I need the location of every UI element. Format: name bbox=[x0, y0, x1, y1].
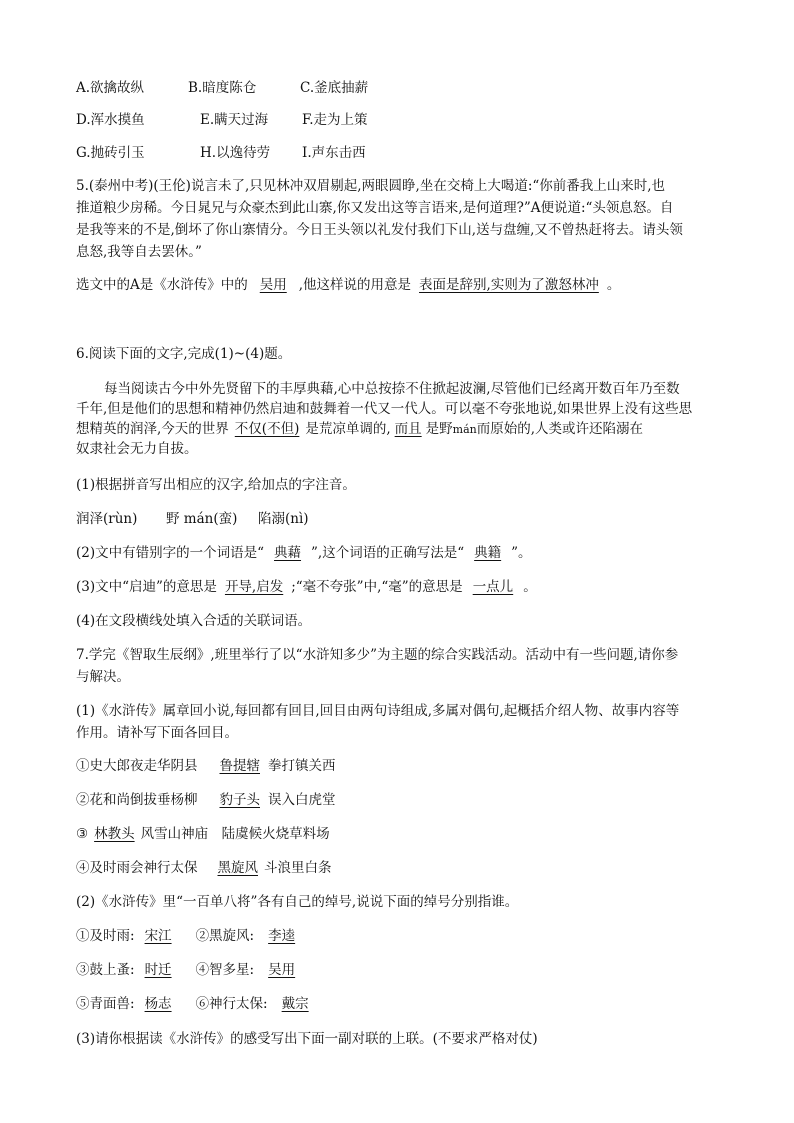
q6-sub-3-text: (3)文中“启迪”的意思是 bbox=[76, 579, 217, 595]
q6-sub-3-text-2: ;“毫不夸张”中,“毫”的意思是 bbox=[291, 579, 463, 595]
q5-line-1: 5.(泰州中考)(王伦)说言未了,只见林冲双眉剔起,两眼圆睁,坐在交椅上大喝道:“你前番我上山来时,也 bbox=[76, 178, 666, 194]
q7-blank-nick-3: 时迁 bbox=[144, 962, 172, 978]
q6-sub-1-answers bbox=[76, 509, 309, 529]
q5-answer-end: 。 bbox=[606, 277, 621, 293]
q7-title-line-1: 7.学完《智取生辰纲》,班里举行了以“水浒知多少”为主题的综合实践活动。活动中有一些问题,请你参 bbox=[76, 647, 679, 663]
q6-passage-text-2: 是荒凉单调的, bbox=[305, 421, 391, 437]
q6-sub-2-text-2: ”,这个词语的正确写法是“ bbox=[311, 545, 465, 561]
q7-nick-6: ⑥神行太保: bbox=[195, 996, 268, 1012]
q7-hui-1-end: 拳打镇关西 bbox=[268, 758, 336, 774]
q6-title: 6.阅读下面的文字,完成(1)~(4)题。 bbox=[76, 346, 292, 362]
q6-ans-ni: 陷溺(nì) bbox=[258, 511, 309, 527]
q5-line-4: 息怒,我等自去罢休。” bbox=[76, 244, 202, 260]
options-row-1 bbox=[76, 78, 368, 98]
option-d: D.浑水摸鱼 bbox=[76, 112, 145, 128]
q6-passage-text: 想精英的润泽,今天的世界 bbox=[76, 421, 229, 437]
q6-blank-qidi: 开导,启发 bbox=[224, 579, 284, 595]
q6-passage-text-4: 而原始的,人类或许还陷溺在 bbox=[476, 421, 644, 437]
q7-blank-hui-4: 黑旋风 bbox=[217, 860, 258, 876]
options-row-3 bbox=[76, 143, 366, 163]
q6-passage-line-4: 奴隶社会无力自拔。 bbox=[76, 441, 198, 457]
q7-hui-1 bbox=[76, 756, 336, 776]
q5-blank-name: 吴用 bbox=[259, 277, 287, 293]
q6-passage-line-2: 千年,但是他们的思想和精神仍然启迪和鼓舞着一代又一代人。可以毫不夸张地说,如果世界上没有这些思 bbox=[76, 401, 693, 417]
q5-blank-intent: 表面是辞别,实则为了激怒林冲 bbox=[419, 277, 599, 293]
q7-blank-nick-6: 戴宗 bbox=[281, 996, 309, 1012]
q6-sub-3-end: 。 bbox=[523, 579, 537, 595]
q7-sub-1-line-2: 作用。请补写下面各回目。 bbox=[76, 725, 238, 741]
q6-passage-line-1: 每当阅读古今中外先贤留下的丰厚典藉,心中总按捺不住掀起波澜,尽管他们已经离开数百年乃至数 bbox=[104, 381, 680, 397]
q7-nick-3: ③鼓上蚤: bbox=[76, 962, 135, 978]
q6-passage-line-3 bbox=[76, 419, 643, 440]
q7-blank-hui-3: 林教头 bbox=[94, 826, 135, 842]
q7-nick-row-2 bbox=[76, 960, 309, 980]
q6-pinyin-man: mán bbox=[452, 423, 477, 436]
q6-sub-2-text: (2)文中有错别字的一个词语是“ bbox=[76, 545, 265, 561]
q6-ans-runze: 润泽(rùn) bbox=[76, 511, 138, 527]
q5-answer-text: 选文中的A是《水浒传》中的 bbox=[76, 277, 248, 293]
q7-blank-nick-5: 杨志 bbox=[144, 996, 172, 1012]
option-f: F.走为上策 bbox=[302, 112, 368, 128]
q7-hui-4-end: 斗浪里白条 bbox=[264, 860, 332, 876]
option-i: I.声东击西 bbox=[302, 145, 366, 161]
option-b: B.暗度陈仓 bbox=[188, 80, 257, 96]
q6-sub-3 bbox=[76, 577, 537, 597]
option-a: A.欲擒故纵 bbox=[76, 80, 145, 96]
q5-line-2: 推道粮少房稀。今日晁兄与众豪杰到此山寨,你又发出这等言语来,是何道理?”A便说道:“头领息怒。自 bbox=[76, 200, 674, 216]
q7-hui-4 bbox=[76, 858, 332, 878]
q6-blank-2: 而且 bbox=[394, 421, 422, 437]
q7-nick-2: ②黑旋风: bbox=[195, 928, 255, 944]
q7-sub-2: (2)《水浒传》里“一百单八将”各有自己的绰号,说说下面的绰号分别指谁。 bbox=[76, 894, 519, 910]
option-c: C.釜底抽薪 bbox=[300, 80, 369, 96]
q7-blank-nick-2: 李逵 bbox=[268, 928, 296, 944]
q6-blank-1: 不仅(不但) bbox=[234, 421, 300, 437]
q7-blank-nick-1: 宋江 bbox=[144, 928, 172, 944]
q7-blank-hui-2: 豹子头 bbox=[219, 792, 260, 808]
q7-hui-4-text: ④及时雨会神行太保 bbox=[76, 860, 198, 876]
q7-sub-1-line-1: (1)《水浒传》属章回小说,每回都有回目,回目由两句诗组成,多属对偶句,起概括介绍人物、故事内容等 bbox=[76, 703, 680, 719]
q7-hui-2-end: 误入白虎堂 bbox=[268, 792, 336, 808]
q6-sub-2-end: ”。 bbox=[511, 545, 532, 561]
q7-nick-5: ⑤青面兽: bbox=[76, 996, 135, 1012]
q6-ans-man: 野 mán(蛮) bbox=[166, 511, 238, 527]
q6-blank-correct: 典籍 bbox=[474, 545, 502, 561]
q7-hui-1-text: ①史大郎夜走华阴县 bbox=[76, 758, 198, 774]
q5-answer bbox=[76, 275, 620, 295]
option-h: H.以逸待劳 bbox=[200, 145, 271, 161]
q7-nick-row-3 bbox=[76, 994, 323, 1014]
q6-blank-hao: 一点儿 bbox=[472, 579, 514, 595]
q7-blank-nick-4: 吴用 bbox=[268, 962, 296, 978]
q7-hui-3 bbox=[76, 824, 330, 844]
q7-hui-2 bbox=[76, 790, 336, 810]
q7-title-line-2: 与解决。 bbox=[76, 669, 130, 685]
q6-blank-wrong: 典藉 bbox=[274, 545, 302, 561]
q7-hui-2-text: ②花和尚倒拔垂杨柳 bbox=[76, 792, 198, 808]
q7-nick-1: ①及时雨: bbox=[76, 928, 135, 944]
q7-sub-3: (3)请你根据读《水浒传》的感受写出下面一副对联的上联。(不要求严格对仗) bbox=[76, 1031, 538, 1047]
q6-sub-2 bbox=[76, 543, 532, 563]
q7-nick-4: ④智多星: bbox=[195, 962, 255, 978]
q7-hui-3-end: 风雪山神庙 陆虞候火烧草料场 bbox=[140, 826, 330, 842]
q6-sub-4: (4)在文段横线处填入合适的关联词语。 bbox=[76, 613, 312, 629]
q6-sub-1: (1)根据拼音写出相应的汉字,给加点的字注音。 bbox=[76, 477, 356, 493]
q6-passage-text-3: 是野 bbox=[425, 421, 453, 437]
option-e: E.瞒天过海 bbox=[200, 112, 269, 128]
options-row-2 bbox=[76, 110, 368, 130]
q5-answer-text-2: ,他这样说的用意是 bbox=[298, 277, 412, 293]
q7-nick-row-1 bbox=[76, 926, 309, 946]
option-g: G.抛砖引玉 bbox=[76, 145, 145, 161]
q5-line-3: 是我等来的不是,倒坏了你山寨情分。今日王头领以礼发付我们下山,送与盘缠,又不曾热赶将去。请头领 bbox=[76, 222, 683, 238]
q7-hui-3-num: ③ bbox=[76, 826, 89, 842]
q7-blank-hui-1: 鲁提辖 bbox=[219, 758, 260, 774]
